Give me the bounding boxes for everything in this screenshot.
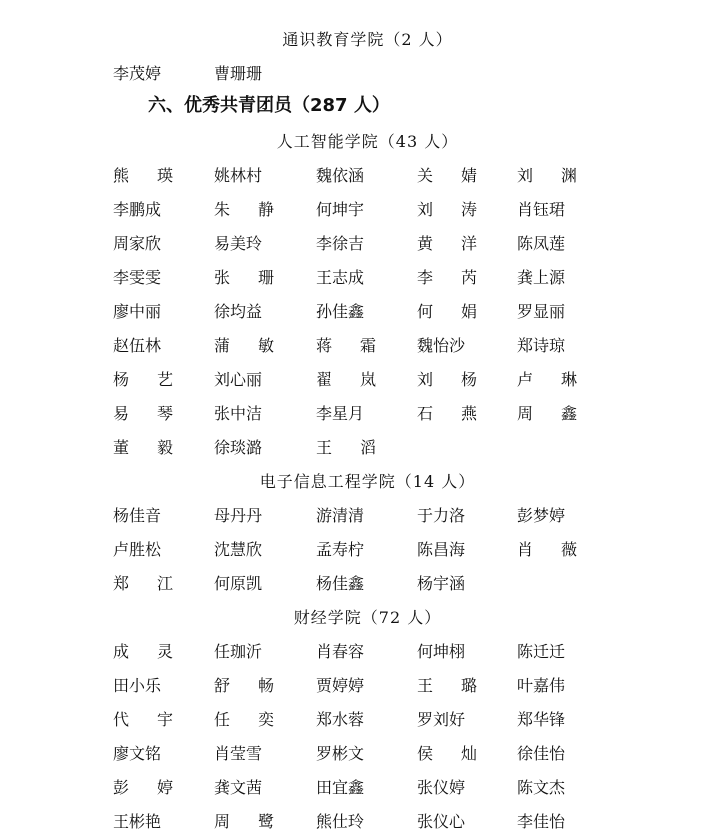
name-row	[0, 737, 715, 771]
member-name: 张中洁	[214, 404, 263, 423]
member-name: 翟 岚	[316, 370, 376, 389]
member-name: 曹珊珊	[214, 64, 263, 83]
member-name: 易美玲	[214, 234, 263, 253]
member-name: 关 婧	[417, 166, 477, 185]
member-name: 杨佳音	[113, 506, 162, 525]
member-name: 刘心丽	[214, 370, 263, 389]
name-row	[0, 635, 715, 669]
member-name: 王 滔	[316, 438, 376, 457]
member-name: 杨佳鑫	[316, 574, 365, 593]
member-name: 李鹏成	[113, 200, 162, 219]
member-name: 何坤栩	[417, 642, 466, 661]
college-title: 财经学院（72 人）	[293, 608, 442, 627]
member-name: 任珈沂	[214, 642, 263, 661]
name-row	[0, 533, 715, 567]
member-name: 赵伍林	[113, 336, 162, 355]
member-name: 刘 杨	[417, 370, 477, 389]
member-name: 杨宇涵	[417, 574, 466, 593]
member-name: 龚文茜	[214, 778, 263, 797]
member-name: 郑华锋	[517, 710, 566, 729]
member-name: 董 毅	[113, 438, 173, 457]
member-name: 王彬艳	[113, 812, 162, 831]
member-name: 田小乐	[113, 676, 162, 695]
member-name: 李 芮	[417, 268, 477, 287]
member-name: 李星月	[316, 404, 365, 423]
member-name: 李茂婷	[113, 64, 162, 83]
member-name: 黄 洋	[417, 234, 477, 253]
member-name: 魏怡沙	[417, 336, 466, 355]
name-row	[0, 193, 715, 227]
name-row	[0, 159, 715, 193]
member-name: 徐琰潞	[214, 438, 263, 457]
member-name: 王志成	[316, 268, 365, 287]
name-row	[0, 261, 715, 295]
college-title: 电子信息工程学院（14 人）	[259, 472, 476, 491]
member-name: 罗显丽	[517, 302, 566, 321]
name-row	[0, 567, 715, 601]
member-name: 叶嘉伟	[517, 676, 566, 695]
name-row	[0, 805, 715, 839]
member-name: 龚上源	[517, 268, 566, 287]
member-name: 李雯雯	[113, 268, 162, 287]
name-row	[0, 703, 715, 737]
member-name: 肖莹雪	[214, 744, 263, 763]
member-name: 何坤宇	[316, 200, 365, 219]
member-name: 陈迁迁	[517, 642, 566, 661]
section-artificial-intelligence	[0, 125, 715, 465]
member-name: 肖春容	[316, 642, 365, 661]
member-name: 成 灵	[113, 642, 173, 661]
section-electronic-information	[0, 465, 715, 601]
name-row	[0, 295, 715, 329]
member-name: 张 珊	[214, 268, 274, 287]
section-general-education	[0, 23, 715, 91]
member-name: 张仪心	[417, 812, 466, 831]
member-name: 蒋 霜	[316, 336, 376, 355]
name-row	[0, 499, 715, 533]
member-name: 李徐吉	[316, 234, 365, 253]
member-name: 刘 涛	[417, 200, 477, 219]
category-heading: 六、优秀共青团员（287 人）	[148, 95, 390, 116]
member-name: 任 奕	[214, 710, 274, 729]
member-name: 彭 婷	[113, 778, 173, 797]
member-name: 朱 静	[214, 200, 274, 219]
name-row	[0, 57, 715, 91]
member-name: 陈文杰	[517, 778, 566, 797]
member-name: 沈慧欣	[214, 540, 263, 559]
member-name: 蒲 敏	[214, 336, 274, 355]
member-name: 周 鑫	[517, 404, 577, 423]
member-name: 罗刘好	[417, 710, 466, 729]
name-row	[0, 771, 715, 805]
member-name: 彭梦婷	[517, 506, 566, 525]
member-name: 廖中丽	[113, 302, 162, 321]
college-title: 通识教育学院（2 人）	[282, 30, 453, 49]
name-row	[0, 431, 715, 465]
member-name: 李佳怡	[517, 812, 566, 831]
member-name: 罗彬文	[316, 744, 365, 763]
name-row	[0, 669, 715, 703]
member-name: 母丹丹	[214, 506, 263, 525]
member-name: 何原凯	[214, 574, 263, 593]
member-name: 舒 畅	[214, 676, 274, 695]
member-name: 卢 琳	[517, 370, 577, 389]
member-name: 熊 瑛	[113, 166, 173, 185]
member-name: 孙佳鑫	[316, 302, 365, 321]
name-row	[0, 363, 715, 397]
member-name: 石 燕	[417, 404, 477, 423]
member-name: 周家欣	[113, 234, 162, 253]
member-name: 王 璐	[417, 676, 477, 695]
member-name: 游清清	[316, 506, 365, 525]
member-name: 田宜鑫	[316, 778, 365, 797]
member-name: 何 娟	[417, 302, 477, 321]
member-name: 郑诗琼	[517, 336, 566, 355]
name-row	[0, 329, 715, 363]
member-name: 张仪婷	[417, 778, 466, 797]
member-name: 郑 江	[113, 574, 173, 593]
member-name: 徐佳怡	[517, 744, 566, 763]
member-name: 孟寿柠	[316, 540, 365, 559]
member-name: 周 鹭	[214, 812, 274, 831]
section-finance	[0, 601, 715, 839]
member-name: 姚林村	[214, 166, 263, 185]
member-name: 徐均益	[214, 302, 263, 321]
member-name: 卢胜松	[113, 540, 162, 559]
member-name: 侯 灿	[417, 744, 477, 763]
member-name: 刘 渊	[517, 166, 577, 185]
member-name: 郑水蓉	[316, 710, 365, 729]
member-name: 易 琴	[113, 404, 173, 423]
college-title: 人工智能学院（43 人）	[276, 132, 459, 151]
member-name: 陈凤莲	[517, 234, 566, 253]
member-name: 代 宇	[113, 710, 173, 729]
member-name: 熊仕玲	[316, 812, 365, 831]
member-name: 肖 薇	[517, 540, 577, 559]
member-name: 肖钰珺	[517, 200, 566, 219]
name-row	[0, 397, 715, 431]
member-name: 贾婷婷	[316, 676, 365, 695]
member-name: 杨 艺	[113, 370, 173, 389]
name-row	[0, 227, 715, 261]
member-name: 魏依涵	[316, 166, 365, 185]
member-name: 于力洛	[417, 506, 466, 525]
member-name: 廖文铭	[113, 744, 162, 763]
member-name: 陈昌海	[417, 540, 466, 559]
